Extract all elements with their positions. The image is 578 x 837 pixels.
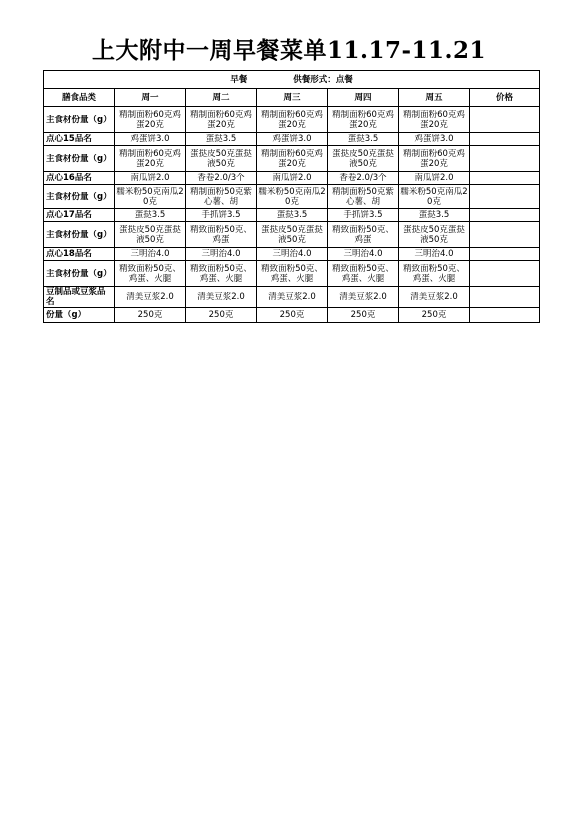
menu-cell-text: 蛋挞皮50克蛋挞液50克 [190,148,252,169]
menu-cell-text: 精制面粉60克鸡蛋20克 [261,148,323,169]
menu-cell-text: 三明治4.0 [414,249,454,259]
menu-cell [399,185,470,209]
menu-cell [115,308,186,323]
menu-cell [115,107,186,133]
soy-product-row [44,287,540,308]
menu-cell [186,146,257,172]
menu-cell-text: 精制面粉60克鸡蛋20克 [403,109,465,130]
column-header-thursday: 周四 [328,89,399,107]
column-header-monday: 周一 [115,89,186,107]
row-label-text: 点心18品名 [46,249,92,259]
menu-cell-text: 清美豆浆2.0 [268,292,316,302]
menu-cell-text: 精制面粉60克鸡蛋20克 [119,148,181,169]
menu-cell [186,261,257,287]
menu-cell-text: 香卷2.0/3个 [197,173,245,183]
menu-cell-text: 精制面粉60克鸡蛋20克 [190,109,252,130]
menu-cell-text: 250克 [208,310,234,320]
menu-cell [328,133,399,146]
price-cell [470,308,540,323]
menu-cell-text: 南瓜饼2.0 [130,173,170,183]
menu-cell [328,261,399,287]
menu-cell-text: 精致面粉50克、鸡蛋、火腿 [403,263,465,284]
menu-cell [257,185,328,209]
menu-cell [186,185,257,209]
snack-15-row [44,133,540,146]
service-format-label: 供餐形式：点餐 [293,74,353,85]
price-cell [470,209,540,222]
menu-cell-text: 清美豆浆2.0 [126,292,174,302]
menu-cell [186,209,257,222]
menu-cell [399,172,470,185]
menu-cell-text: 三明治4.0 [201,249,241,259]
menu-cell [115,248,186,261]
menu-cell [115,133,186,146]
menu-cell-text: 精制面粉60克鸡蛋20克 [332,109,394,130]
row-label-text: 点心15品名 [46,134,92,144]
menu-cell [399,308,470,323]
menu-cell-text: 糯米粉50克南瓜20克 [116,186,184,207]
menu-cell-text: 蛋挞3.5 [205,134,237,144]
column-header-wednesday: 周三 [257,89,328,107]
menu-cell [328,222,399,248]
menu-cell [399,107,470,133]
menu-cell [115,209,186,222]
menu-cell-text: 蛋挞皮50克蛋挞液50克 [403,224,465,245]
menu-cell [399,261,470,287]
menu-cell [399,248,470,261]
menu-cell [257,308,328,323]
menu-cell-text: 蛋挞皮50克蛋挞液50克 [261,224,323,245]
meal-label: 早餐 [230,74,248,85]
menu-cell-text: 三明治4.0 [272,249,312,259]
menu-cell-text: 精制面粉60克鸡蛋20克 [119,109,181,130]
column-header-category: 膳食品类 [44,89,115,107]
menu-cell [186,287,257,308]
price-cell [470,107,540,133]
menu-cell-text: 蛋挞3.5 [134,210,166,220]
snack-18-row [44,248,540,261]
row-label-text: 点心16品名 [46,173,92,183]
row-label-text: 点心17品名 [46,210,92,220]
snack-16-row [44,172,540,185]
menu-cell-text: 250克 [421,310,447,320]
menu-cell [115,287,186,308]
menu-cell-text: 清美豆浆2.0 [410,292,458,302]
menu-cell [328,287,399,308]
price-cell [470,133,540,146]
menu-cell [115,185,186,209]
menu-cell [257,146,328,172]
row-label [44,209,115,222]
staple-portion-row-3 [44,185,540,209]
price-cell [470,146,540,172]
menu-cell-text: 三明治4.0 [130,249,170,259]
snack-17-row [44,209,540,222]
staple-portion-row-5 [44,261,540,287]
menu-cell-text: 精致面粉50克、鸡蛋、火腿 [190,263,252,284]
row-label-text: 主食材份量（g） [46,153,112,164]
menu-cell-text: 糯米粉50克南瓜20克 [258,186,326,207]
menu-cell-text: 精致面粉50克、鸡蛋、火腿 [261,263,323,284]
row-label [44,172,115,185]
menu-cell [257,172,328,185]
menu-cell-text: 手抓饼3.5 [201,210,241,220]
row-label [44,248,115,261]
menu-cell-text: 精制面粉60克鸡蛋20克 [403,148,465,169]
menu-cell [186,222,257,248]
menu-cell-text: 250克 [137,310,163,320]
menu-cell [186,172,257,185]
menu-cell [186,133,257,146]
price-cell [470,185,540,209]
menu-cell-text: 清美豆浆2.0 [197,292,245,302]
menu-cell-text: 三明治4.0 [343,249,383,259]
price-cell [470,287,540,308]
row-label [44,287,115,308]
menu-cell-text: 手抓饼3.5 [343,210,383,220]
menu-cell [399,209,470,222]
menu-cell-text: 南瓜饼2.0 [414,173,454,183]
menu-cell-text: 精致面粉50克、鸡蛋、火腿 [332,263,394,284]
menu-cell-text: 蛋挞3.5 [347,134,379,144]
menu-cell [328,172,399,185]
menu-cell [115,172,186,185]
menu-cell [186,308,257,323]
menu-cell-text: 蛋挞3.5 [276,210,308,220]
menu-cell [399,146,470,172]
menu-cell [328,308,399,323]
header-info-cell [44,71,540,89]
menu-cell [257,222,328,248]
row-label-text: 主食材份量（g） [46,114,112,125]
row-label-text: 主食材份量（g） [46,268,112,279]
menu-cell-text: 鸡蛋饼3.0 [414,134,454,144]
menu-cell-text: 精制面粉60克鸡蛋20克 [261,109,323,130]
menu-cell-text: 鸡蛋饼3.0 [272,134,312,144]
menu-cell [257,287,328,308]
price-cell [470,222,540,248]
menu-cell-text: 精致面粉50克、鸡蛋 [190,224,252,245]
menu-cell-text: 精致面粉50克、鸡蛋 [332,224,394,245]
menu-cell [328,146,399,172]
menu-cell [257,261,328,287]
staple-portion-row-4 [44,222,540,248]
row-label [44,308,115,323]
column-header-friday: 周五 [399,89,470,107]
column-header-row [44,89,540,107]
menu-cell-text: 蛋挞皮50克蛋挞液50克 [332,148,394,169]
menu-cell-text: 香卷2.0/3个 [339,173,387,183]
menu-cell [328,248,399,261]
menu-cell-text: 清美豆浆2.0 [339,292,387,302]
menu-cell-text: 鸡蛋饼3.0 [130,134,170,144]
menu-cell-text: 糯米粉50克南瓜20克 [400,186,468,207]
menu-cell [257,133,328,146]
row-label-text: 主食材份量（g） [46,229,112,240]
price-cell [470,261,540,287]
menu-cell-text: 250克 [279,310,305,320]
menu-cell-text: 精制面粉50克紫心薯、胡 [332,186,394,207]
price-cell [470,172,540,185]
menu-cell [257,248,328,261]
menu-cell-text: 蛋挞皮50克蛋挞液50克 [119,224,181,245]
menu-cell-text: 精致面粉50克、鸡蛋、火腿 [119,263,181,284]
page-title: 上大附中一周早餐菜单11.17-11.21 [91,37,487,64]
menu-cell-text: 蛋挞3.5 [418,210,450,220]
menu-cell [115,146,186,172]
row-label [44,133,115,146]
staple-portion-row-2 [44,146,540,172]
row-label [44,185,115,209]
menu-cell-text: 南瓜饼2.0 [272,173,312,183]
menu-cell [399,133,470,146]
column-header-tuesday: 周二 [186,89,257,107]
menu-cell [257,107,328,133]
menu-cell [115,261,186,287]
breakfast-menu-table [43,70,540,323]
portion-row [44,308,540,323]
price-cell [470,248,540,261]
row-label-text: 主食材份量（g） [46,191,112,202]
menu-cell [328,209,399,222]
menu-cell [399,222,470,248]
header-info-row [44,71,540,89]
menu-cell-text: 250克 [350,310,376,320]
menu-cell [328,185,399,209]
column-header-price: 价格 [470,89,540,107]
staple-portion-row-1 [44,107,540,133]
menu-cell-text: 精制面粉50克紫心薯、胡 [190,186,252,207]
menu-cell [186,107,257,133]
menu-cell [115,222,186,248]
menu-cell [328,107,399,133]
row-label [44,222,115,248]
row-label [44,261,115,287]
row-label [44,107,115,133]
menu-cell [399,287,470,308]
row-label-text: 份量（g） [46,310,87,320]
menu-cell [186,248,257,261]
row-label [44,146,115,172]
menu-cell [257,209,328,222]
row-label-text: 豆制品或豆浆品名 [46,287,106,307]
